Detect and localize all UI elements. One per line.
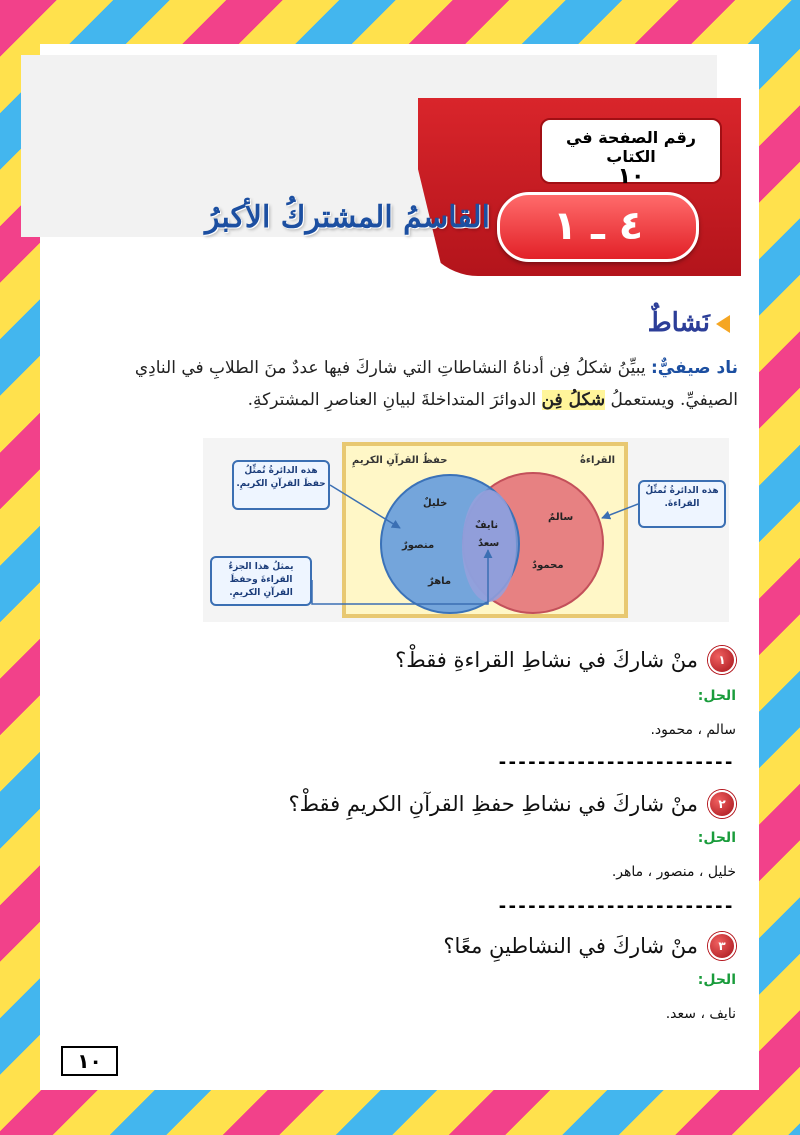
page-number: ١٠ — [61, 1046, 118, 1076]
lesson-number-badge: ٤ ـ ١ — [497, 192, 699, 262]
answer-2: خليل ، منصور ، ماهر. — [611, 864, 736, 880]
name-reading-2: محمودٌ — [532, 560, 564, 571]
solution-label-2: الحل: — [697, 830, 736, 846]
question-1-number: ١ — [708, 646, 736, 674]
question-2 — [288, 790, 736, 818]
activity-heading — [648, 308, 730, 338]
name-both-1: نايفٌ — [475, 520, 499, 531]
name-quran-3: ماهرٌ — [428, 576, 452, 587]
name-quran-2: منصورٌ — [402, 540, 435, 551]
solution-label-1: الحل: — [697, 688, 736, 704]
separator-2: ------------------------ — [497, 896, 734, 917]
activity-paragraph — [108, 352, 738, 416]
page-reference-number: ١٠ — [617, 164, 645, 189]
question-3-number: ٣ — [708, 932, 736, 960]
club-label: ناد صيفيٌّ: — [650, 358, 738, 378]
question-3-text: منْ شاركَ في النشاطينِ معًا؟ — [443, 934, 698, 958]
question-1 — [395, 646, 736, 674]
separator-1: ------------------------ — [497, 752, 734, 773]
question-3 — [443, 932, 736, 960]
solution-label-3: الحل: — [697, 972, 736, 988]
callout-both: يمثلُ هذا الجزءُ القراءةَ وحفظَ القرآنِ الكريمِ. — [210, 556, 312, 606]
activity-heading-text: نَشاطٌ — [647, 308, 710, 338]
question-2-number: ٢ — [708, 790, 736, 818]
page-reference-label: رقم الصفحة في الكتاب — [565, 128, 697, 166]
name-both-2: سعدٌ — [478, 538, 500, 549]
lesson-title: القاسمُ المشتركُ الأكبرُ — [204, 200, 490, 235]
activity-text-2: الدوائرَ المتداخلةَ لبيانِ العناصرِ المشتركةِ. — [247, 390, 537, 410]
triangle-marker-icon — [716, 315, 730, 333]
question-1-text: منْ شاركَ في نشاطِ القراءةِ فقطْ؟ — [395, 648, 698, 672]
callout-quran: هذه الدائرةُ تُمثِّلُ حفظَ القرآنِ الكريمِ. — [232, 460, 330, 510]
venn-highlight: شكلُ فِن — [541, 390, 606, 410]
set-label-quran: حفظُ القرآنِ الكريمِ — [352, 455, 448, 466]
activity-text-1: يبيِّنُ شكلُ فِن أدناهُ النشاطاتِ التي شاركَ فيها عددٌ منَ الطلابِ في النادِي الصيفيِّ. ويستعملُ — [134, 358, 738, 410]
name-quran-1: خليلٌ — [423, 498, 448, 509]
answer-1: سالم ، محمود. — [650, 722, 736, 738]
set-label-reading: القراءةُ — [580, 455, 616, 466]
question-2-text: منْ شاركَ في نشاطِ حفظِ القرآنِ الكريمِ فقطْ؟ — [288, 792, 698, 816]
answer-3: نايف ، سعد. — [665, 1006, 736, 1022]
callout-reading: هذه الدائرةُ تُمثِّلُ القراءةَ. — [638, 480, 726, 528]
page-reference-box — [540, 118, 722, 189]
name-reading-1: سالمٌ — [548, 512, 574, 523]
